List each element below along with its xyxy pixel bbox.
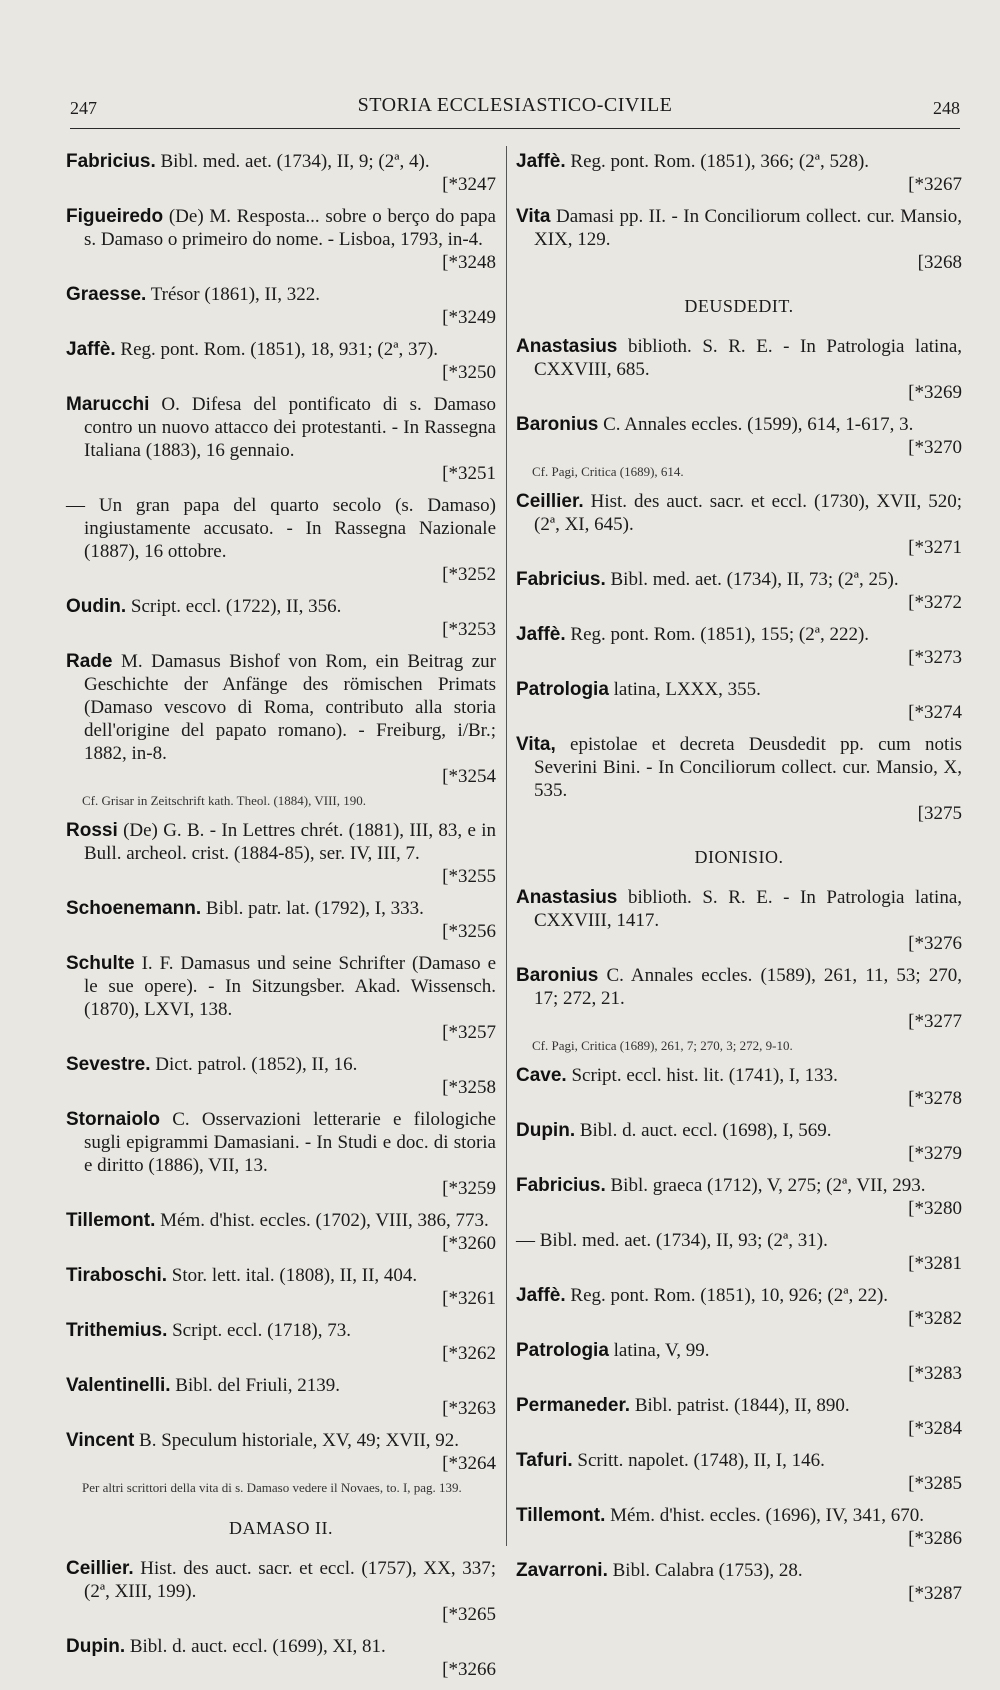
entry-text: (De) M. Resposta... sobre o berço do papa s. Damaso o primeiro do nome. - Lisboa, 1793, in-4. <box>84 206 496 250</box>
entry-text: Script. eccl. (1718), 73. <box>172 1320 351 1341</box>
entry-author: Anastasius <box>516 887 618 908</box>
entry-text: Bibl. d. auct. eccl. (1699), XI, 81. <box>129 1636 386 1657</box>
entry-reference-number: [*3265 <box>442 1604 496 1625</box>
bibliography-entry <box>516 1229 962 1275</box>
bibliography-entry <box>66 650 496 788</box>
bibliography-entry <box>66 494 496 586</box>
entry-text: biblioth. S. R. E. - In Patrologia latina, CXXVIII, 1417. <box>534 887 962 931</box>
entry-author: Baronius <box>516 414 599 435</box>
entry-author: Permaneder. <box>516 1395 631 1416</box>
left-column <box>66 150 496 1690</box>
entry-reference-number: [*3257 <box>442 1022 496 1043</box>
entry-reference-number: [*3285 <box>908 1473 962 1494</box>
entry-reference-number: [*3283 <box>908 1363 962 1384</box>
entry-reference-number: [3268 <box>917 252 962 273</box>
bibliography-entry <box>66 393 496 485</box>
entry-author: Cave. <box>516 1065 567 1086</box>
bibliography-entry <box>516 678 962 724</box>
entry-reference-number: [*3262 <box>442 1343 496 1364</box>
bibliography-entry <box>516 1394 962 1440</box>
entry-reference-number: [*3254 <box>442 766 496 787</box>
entry-reference-number: [3275 <box>917 803 962 824</box>
entry-reference-number: [*3250 <box>442 362 496 383</box>
entry-text: M. Damasus Bishof von Rom, ein Beitrag zur Geschichte der Anfänge des römischen Primats (Damaso vescovo di Roma, contributo alla storia dell'origine del papato romano). - Freiburg, i/Br.; 1882, in-8. <box>84 651 496 764</box>
entry-author: Tiraboschi. <box>66 1265 168 1286</box>
bibliography-entry <box>66 1635 496 1681</box>
entry-text: C. Annales eccles. (1589), 261, 11, 53; 270, 17; 272, 21. <box>534 965 962 1009</box>
footnote: Cf. Pagi, Critica (1689), 614. <box>532 464 684 479</box>
entry-author: Vita, <box>516 734 556 755</box>
entry-reference-number: [*3253 <box>442 619 496 640</box>
entry-author: Stornaiolo <box>66 1109 160 1130</box>
entry-reference-number: [*3255 <box>442 866 496 887</box>
entry-reference-number: [*3256 <box>442 921 496 942</box>
bibliography-entry <box>516 1339 962 1385</box>
bibliography-entry <box>66 150 496 196</box>
bibliography-entry <box>66 819 496 888</box>
entry-text: C. Annales eccles. (1599), 614, 1-617, 3. <box>603 414 914 435</box>
entry-author: Fabricius. <box>66 151 156 172</box>
entry-author: Zavarroni. <box>516 1560 608 1581</box>
section-heading: DAMASO II. <box>229 1518 333 1538</box>
entry-text: I. F. Damasus und seine Schrifter (Damaso e le sue opere). - In Sitzungsber. Akad. Wissensch. (1870), LXVI, 138. <box>84 953 497 1020</box>
entry-text: Mém. d'hist. eccles. (1702), VIII, 386, 773. <box>160 1210 489 1231</box>
entry-author: Vita <box>516 206 551 227</box>
bibliography-entry <box>516 1449 962 1495</box>
entry-author: Jaffè. <box>516 1285 566 1306</box>
entry-text: Damasi pp. II. - In Conciliorum collect. cur. Mansio, XIX, 129. <box>534 206 963 250</box>
footnote: Cf. Pagi, Critica (1689), 261, 7; 270, 3; 272, 9-10. <box>532 1038 793 1053</box>
entry-text: C. Osservazioni letterarie e filologiche sugli epigrammi Damasiani. - In Studi e doc. di storia e diritto (1886), VII, 13. <box>84 1109 496 1176</box>
entry-author: Trithemius. <box>66 1320 168 1341</box>
bibliography-entry <box>516 335 962 404</box>
entry-reference-number: [*3286 <box>908 1528 962 1549</box>
entry-text: Bibl. del Friuli, 2139. <box>175 1375 340 1396</box>
bibliography-entry <box>516 1559 962 1605</box>
entry-reference-number: [*3249 <box>442 307 496 328</box>
entry-text: Hist. des auct. sacr. et eccl. (1757), XX, 337; (2ª, XIII, 199). <box>84 1558 497 1602</box>
page-number-left: 247 <box>70 98 97 118</box>
entry-author: Dupin. <box>66 1636 126 1657</box>
entry-reference-number: [*3274 <box>908 702 962 723</box>
entry-reference-number: [*3270 <box>908 437 962 458</box>
entry-text: Bibl. med. aet. (1734), II, 9; (2ª, 4). <box>160 151 430 172</box>
entry-text: Bibl. d. auct. eccl. (1698), I, 569. <box>579 1120 832 1141</box>
entry-text: Trésor (1861), II, 322. <box>150 284 320 305</box>
entry-reference-number: [*3276 <box>908 933 962 954</box>
entry-author: Valentinelli. <box>66 1375 171 1396</box>
entry-text: O. Difesa del pontificato di s. Damaso contro un nuovo attacco dei protestanti. - In Rassegna Italiana (1883), 16 gennaio. <box>84 394 497 461</box>
entry-reference-number: [*3264 <box>442 1453 496 1474</box>
footnote: Per altri scrittori della vita di s. Damaso vedere il Novaes, to. I, pag. 139. <box>82 1480 462 1495</box>
bibliography-entry <box>516 150 962 196</box>
entry-text: Reg. pont. Rom. (1851), 155; (2ª, 222). <box>570 624 870 645</box>
bibliography-entry <box>516 1064 962 1110</box>
entry-text: Bibl. graeca (1712), V, 275; (2ª, VII, 293. <box>610 1175 926 1196</box>
bibliography-entry <box>66 1108 496 1200</box>
bibliography-entry <box>66 897 496 943</box>
entry-reference-number: [*3258 <box>442 1077 496 1098</box>
bibliography-entry <box>516 1119 962 1165</box>
bibliography-entry <box>516 1284 962 1330</box>
entry-author: Jaffè. <box>516 151 566 172</box>
bibliography-entry <box>66 205 496 274</box>
bibliography-entry <box>66 283 496 329</box>
bibliography-entry <box>66 1264 496 1310</box>
bibliography-entry <box>516 1174 962 1220</box>
entry-text: Script. eccl. hist. lit. (1741), I, 133. <box>571 1065 838 1086</box>
entry-reference-number: [*3277 <box>908 1011 962 1032</box>
running-title: STORIA ECCLESIASTICO-CIVILE <box>357 94 673 116</box>
bibliography-entry <box>66 1374 496 1420</box>
entry-text: Stor. lett. ital. (1808), II, II, 404. <box>171 1265 418 1286</box>
entry-text: B. Speculum historiale, XV, 49; XVII, 92. <box>139 1430 460 1451</box>
entry-text: Reg. pont. Rom. (1851), 366; (2ª, 528). <box>570 151 870 172</box>
bibliography-entry <box>516 623 962 669</box>
entry-reference-number: [*3273 <box>908 647 962 668</box>
entry-text: Hist. des auct. sacr. et eccl. (1730), XVII, 520; (2ª, XI, 645). <box>534 491 963 535</box>
entry-reference-number: [*3260 <box>442 1233 496 1254</box>
entry-author: Patrologia <box>516 1340 609 1361</box>
entry-author: Fabricius. <box>516 569 606 590</box>
entry-text: Bibl. med. aet. (1734), II, 73; (2ª, 25). <box>610 569 899 590</box>
entry-text: biblioth. S. R. E. - In Patrologia latina, CXXVIII, 685. <box>534 336 962 380</box>
entry-author: Graesse. <box>66 284 147 305</box>
bibliography-entry <box>66 1209 496 1255</box>
entry-reference-number: [*3281 <box>908 1253 962 1274</box>
bibliography-entry <box>66 595 496 641</box>
entry-reference-number: [*3269 <box>908 382 962 403</box>
footnote: Cf. Grisar in Zeitschrift kath. Theol. (1884), VIII, 190. <box>82 793 367 808</box>
entry-reference-number: [*3263 <box>442 1398 496 1419</box>
right-column <box>516 150 962 1614</box>
entry-text: Bibl. patr. lat. (1792), I, 333. <box>205 898 424 919</box>
entry-reference-number: [*3280 <box>908 1198 962 1219</box>
entry-author: Tillemont. <box>516 1505 606 1526</box>
entry-text: — Un gran papa del quarto secolo (s. Damaso) ingiustamente accusato. - In Rassegna Nazionale (1887), 16 ottobre. <box>66 495 496 562</box>
entry-reference-number: [*3278 <box>908 1088 962 1109</box>
section-heading: DIONISIO. <box>694 847 784 867</box>
bibliography-entry <box>516 205 962 274</box>
entry-author: Schulte <box>66 953 135 974</box>
bibliography-entry <box>66 1053 496 1099</box>
entry-author: Sevestre. <box>66 1054 151 1075</box>
entry-reference-number: [*3252 <box>442 564 496 585</box>
section-heading: DEUSDEDIT. <box>684 296 794 316</box>
entry-author: Ceillier. <box>66 1558 134 1579</box>
entry-author: Schoenemann. <box>66 898 202 919</box>
entry-text: Reg. pont. Rom. (1851), 10, 926; (2ª, 22). <box>570 1285 889 1306</box>
entry-reference-number: [*3247 <box>442 174 496 195</box>
entry-reference-number: [*3284 <box>908 1418 962 1439</box>
entry-author: Oudin. <box>66 596 127 617</box>
bibliography-entry <box>516 413 962 459</box>
entry-reference-number: [*3271 <box>908 537 962 558</box>
entry-author: Jaffè. <box>516 624 566 645</box>
entry-reference-number: [*3287 <box>908 1583 962 1604</box>
entry-reference-number: [*3279 <box>908 1143 962 1164</box>
entry-text: Mém. d'hist. eccles. (1696), IV, 341, 670. <box>610 1505 925 1526</box>
page-number-right: 248 <box>933 98 960 118</box>
entry-author: Vincent <box>66 1430 135 1451</box>
entry-text: — Bibl. med. aet. (1734), II, 93; (2ª, 31). <box>516 1230 828 1251</box>
entry-reference-number: [*3266 <box>442 1659 496 1680</box>
bibliography-entry <box>516 886 962 955</box>
entry-reference-number: [*3251 <box>442 463 496 484</box>
entry-text: (De) G. B. - In Lettres chrét. (1881), III, 83, e in Bull. archeol. crist. (1884-85), ser. IV, III, 7. <box>84 820 497 864</box>
entry-reference-number: [*3272 <box>908 592 962 613</box>
bibliography-entry <box>66 1319 496 1365</box>
bibliography-entry <box>66 1429 496 1475</box>
bibliography-entry <box>516 1504 962 1550</box>
bibliography-entry <box>516 568 962 614</box>
entry-author: Marucchi <box>66 394 150 415</box>
entry-reference-number: [*3259 <box>442 1178 496 1199</box>
entry-reference-number: [*3261 <box>442 1288 496 1309</box>
entry-author: Baronius <box>516 965 599 986</box>
entry-author: Rossi <box>66 820 118 841</box>
entry-author: Fabricius. <box>516 1175 606 1196</box>
bibliography-entry <box>66 952 496 1044</box>
entry-author: Tafuri. <box>516 1450 573 1471</box>
bibliography-entry <box>516 964 962 1033</box>
entry-text: latina, LXXX, 355. <box>613 679 761 700</box>
bibliography-entry <box>66 1557 496 1626</box>
entry-author: Patrologia <box>516 679 609 700</box>
entry-reference-number: [*3248 <box>442 252 496 273</box>
entry-text: epistolae et decreta Deusdedit pp. cum notis Severini Bini. - In Conciliorum collect. cur. Mansio, X, 535. <box>534 734 962 801</box>
entry-author: Rade <box>66 651 113 672</box>
bibliography-entry <box>66 338 496 384</box>
entry-reference-number: [*3282 <box>908 1308 962 1329</box>
column-divider <box>506 146 507 1546</box>
entry-text: Scritt. napolet. (1748), II, I, 146. <box>577 1450 825 1471</box>
entry-author: Ceillier. <box>516 491 584 512</box>
entry-text: Reg. pont. Rom. (1851), 18, 931; (2ª, 37). <box>120 339 439 360</box>
bibliography-entry <box>516 733 962 825</box>
entry-author: Dupin. <box>516 1120 576 1141</box>
entry-text: latina, V, 99. <box>613 1340 710 1361</box>
entry-text: Dict. patrol. (1852), II, 16. <box>155 1054 358 1075</box>
entry-text: Bibl. Calabra (1753), 28. <box>612 1560 803 1581</box>
entry-author: Figueiredo <box>66 206 164 227</box>
entry-author: Anastasius <box>516 336 618 357</box>
entry-author: Tillemont. <box>66 1210 156 1231</box>
entry-text: Bibl. patrist. (1844), II, 890. <box>634 1395 850 1416</box>
entry-author: Jaffè. <box>66 339 116 360</box>
entry-reference-number: [*3267 <box>908 174 962 195</box>
bibliography-entry <box>516 490 962 559</box>
entry-text: Script. eccl. (1722), II, 356. <box>130 596 342 617</box>
page-header <box>70 88 960 129</box>
